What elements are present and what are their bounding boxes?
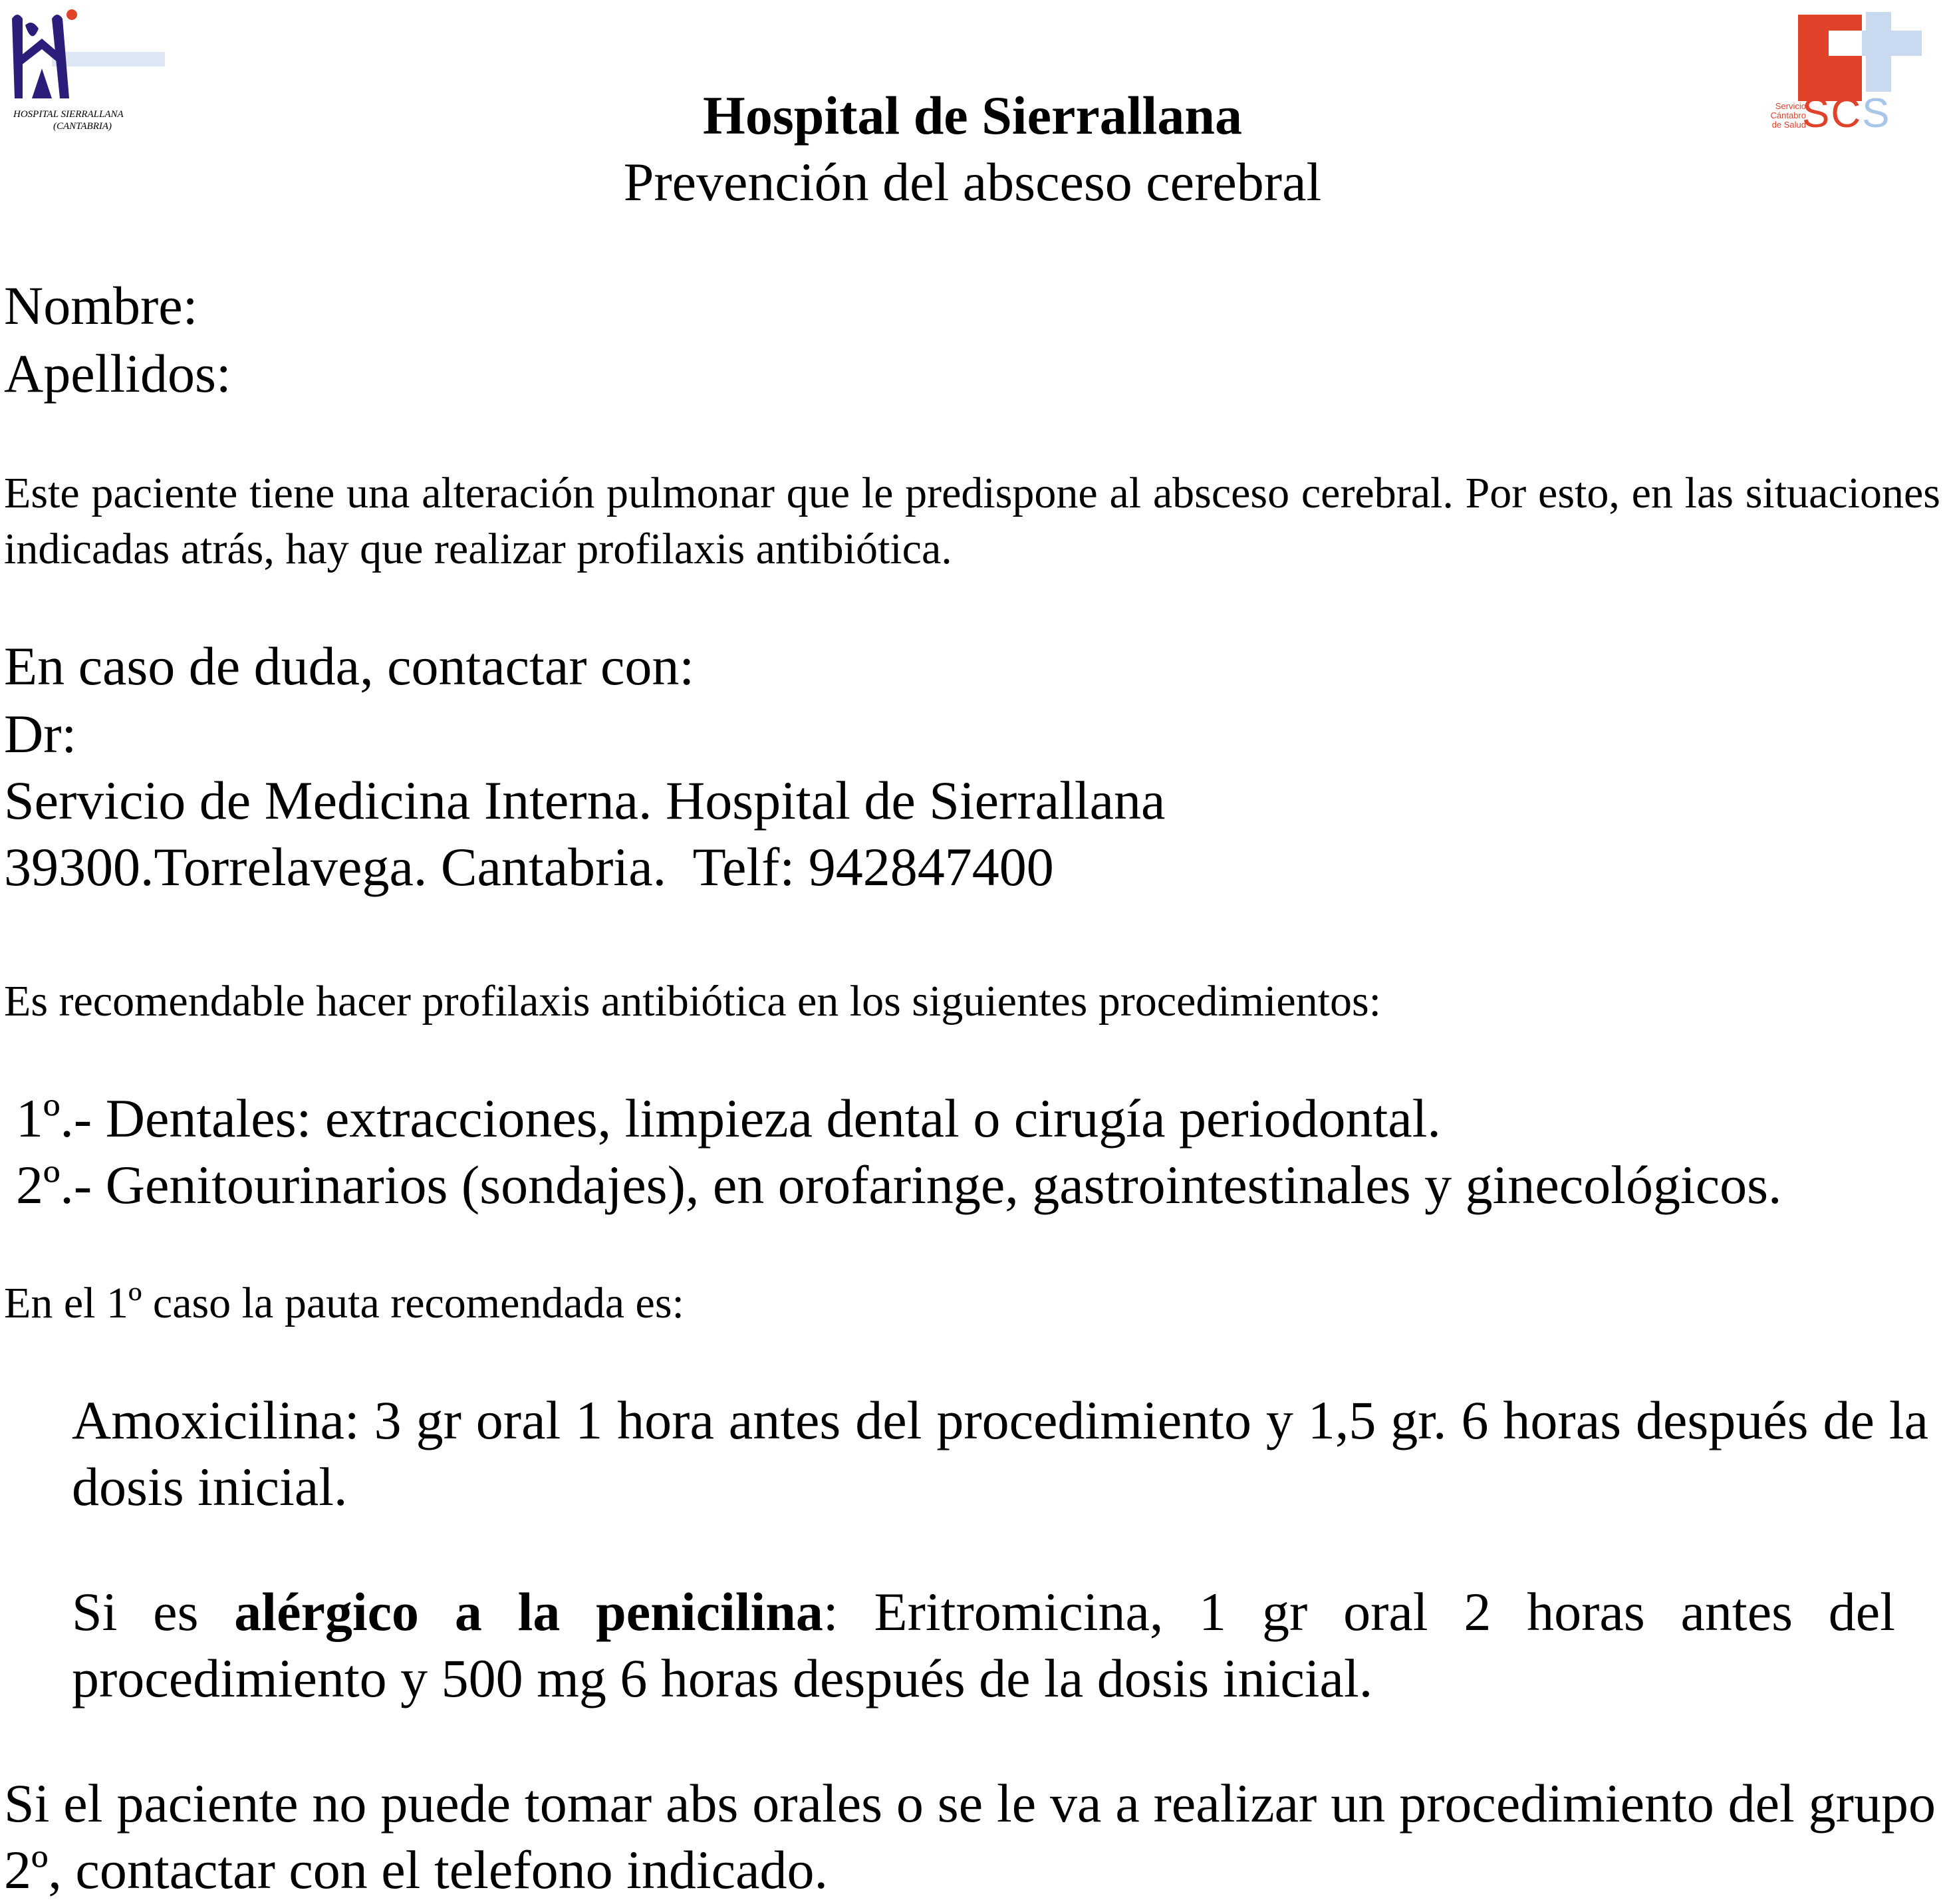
intro-paragraph: Este paciente tiene una alteración pulmonar que le predispone al absceso cerebral. Por esto, en las situaciones indicadas atrás, hay que realizar profilaxis antibiótica. (4, 469, 1940, 573)
amoxicillin-paragraph: Amoxicilina: 3 gr oral 1 hora antes del procedimiento y 1,5 gr. 6 horas después de la dosis inicial. (72, 1390, 1928, 1517)
page-subtitle: Prevención del absceso cerebral (623, 152, 1322, 212)
logo-caption-line1: HOSPITAL SIERRALLANA (13, 109, 124, 120)
page-title: Hospital de Sierrallana (703, 85, 1242, 146)
allergy-bold: alérgico a la penicilina (234, 1581, 823, 1642)
scs-text-line1: Servicio (1775, 101, 1806, 111)
scs-brand-red: SC (1802, 90, 1863, 136)
closing-paragraph: Si el paciente no puede tomar abs orales o se le va a realizar un procedimiento del grupo 2º, contactar con el telefono indicado. (4, 1773, 1936, 1900)
allergy-prefix: Si es (72, 1581, 235, 1642)
scs-text-line3: de Salud (1771, 120, 1806, 130)
procedure-item-2: 2º.- Genitourinarios (sondajes), en orofaringe, gastrointestinales y ginecológicos. (16, 1155, 1782, 1215)
contact-heading: En caso de duda, contactar con: (4, 636, 695, 696)
allergy-rest: : Eritromicina, 1 gr oral 2 horas antes del procedimiento y 500 mg 6 horas después de la dosis inicial. (72, 1581, 1895, 1708)
scs-text-line2: Cántabro (1770, 110, 1806, 120)
scs-brand-blue: S (1862, 90, 1891, 136)
doctor-label: Dr: (4, 704, 77, 764)
logo-caption-line2: (CANTABRIA) (53, 121, 112, 132)
procedure-item-1: 1º.- Dentales: extracciones, limpieza dental o cirugía periodontal. (16, 1088, 1441, 1149)
surname-label: Apellidos: (4, 343, 231, 404)
regimen-intro: En el 1º caso la pauta recomendada es: (4, 1279, 684, 1327)
allergy-paragraph (72, 1579, 1895, 1712)
name-label: Nombre: (4, 275, 198, 336)
service-line: Servicio de Medicina Interna. Hospital de Sierrallana (4, 770, 1166, 831)
procedures-intro: Es recomendable hacer profilaxis antibiótica en los siguientes procedimientos: (4, 977, 1382, 1025)
address-line: 39300.Torrelavega. Cantabria. Telf: 942847400 (4, 837, 1054, 897)
